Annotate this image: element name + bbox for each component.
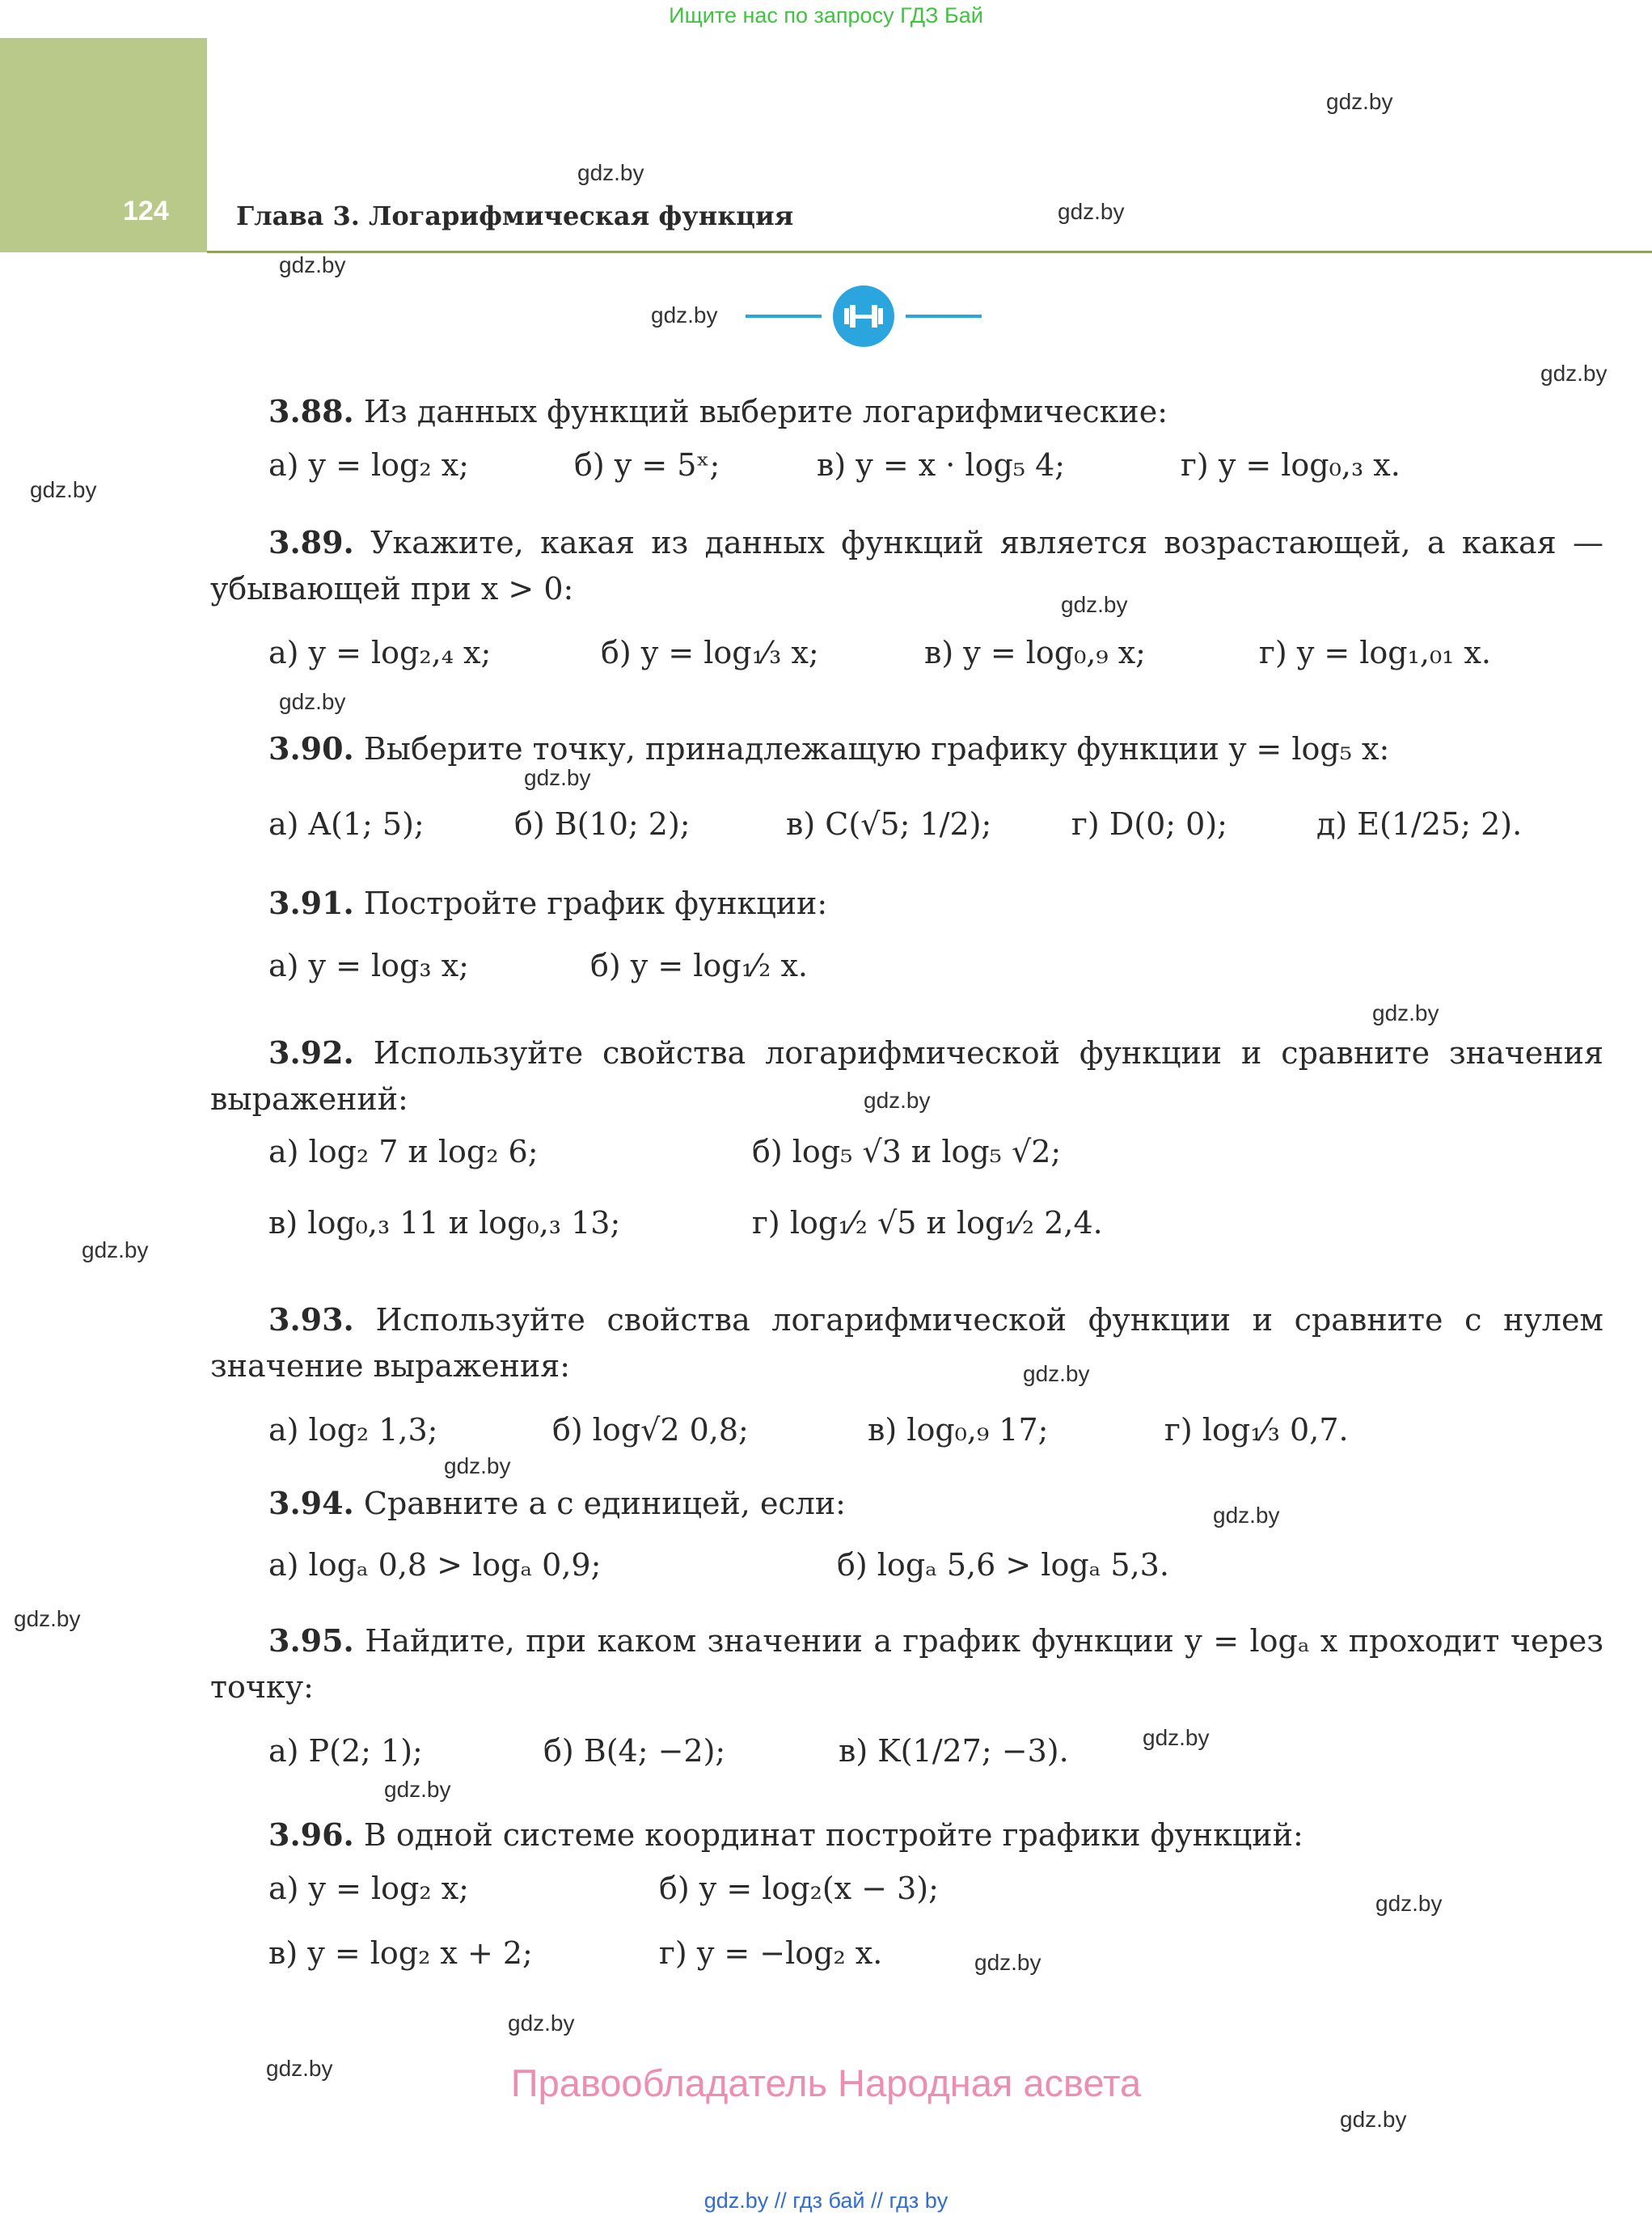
task-text: В одной системе координат постройте графики функций: bbox=[363, 1817, 1303, 1853]
task-item: б) log₅ √3 и log₅ √2; bbox=[752, 1134, 1062, 1169]
watermark: gdz.by bbox=[1058, 199, 1125, 224]
watermark: gdz.by bbox=[508, 2010, 575, 2036]
watermark: gdz.by bbox=[14, 1606, 81, 1631]
task-item: в) y = log₀,₉ x; bbox=[924, 635, 1146, 670]
watermark: gdz.by bbox=[1372, 1000, 1439, 1025]
task-item: б) B(4; −2); bbox=[543, 1733, 726, 1769]
task-item: г) y = −log₂ x. bbox=[659, 1935, 883, 1971]
dumbbell-icon bbox=[833, 285, 894, 347]
task-text: Используйте свойства логарифмической функции и сравните с нулем значение выражения: bbox=[210, 1302, 1603, 1384]
task-item: г) log₁⁄₃ 0,7. bbox=[1164, 1412, 1349, 1448]
task-item: а) A(1; 5); bbox=[268, 806, 425, 842]
task-item: б) log√2 0,8; bbox=[552, 1412, 749, 1448]
task-item: б) y = log₁⁄₃ x; bbox=[601, 635, 819, 670]
top-banner: Ищите нас по запросу ГДЗ Бай bbox=[669, 3, 983, 27]
watermark: gdz.by bbox=[30, 477, 97, 502]
task-item: б) logₐ 5,6 > logₐ 5,3. bbox=[837, 1547, 1169, 1583]
watermark: gdz.by bbox=[1540, 361, 1608, 386]
watermark: gdz.by bbox=[1143, 1725, 1210, 1750]
task-3-95 bbox=[210, 1617, 1603, 1710]
watermark: gdz.by bbox=[651, 302, 718, 328]
watermark: gdz.by bbox=[1213, 1503, 1280, 1528]
task-item: в) K(1/27; −3). bbox=[839, 1733, 1069, 1769]
task-3-89 bbox=[210, 519, 1603, 612]
task-item: б) y = 5ˣ; bbox=[574, 447, 720, 483]
task-item: б) B(10; 2); bbox=[514, 806, 691, 842]
task-item: а) y = log₂ x; bbox=[268, 447, 469, 483]
task-text: Выберите точку, принадлежащую графику функции y = log₅ x: bbox=[363, 731, 1390, 767]
watermark: gdz.by bbox=[266, 2056, 333, 2081]
task-item: б) y = log₁⁄₂ x. bbox=[590, 948, 809, 983]
task-number: 3.91. bbox=[268, 885, 354, 921]
watermark: gdz.by bbox=[444, 1453, 511, 1478]
task-item: в) log₀,₉ 17; bbox=[868, 1412, 1049, 1448]
watermark: gdz.by bbox=[577, 160, 644, 185]
task-item: а) log₂ 1,3; bbox=[268, 1412, 438, 1448]
task-item: а) P(2; 1); bbox=[268, 1733, 423, 1769]
task-3-92 bbox=[210, 1030, 1603, 1123]
task-number: 3.92. bbox=[268, 1034, 354, 1071]
page-number: 124 bbox=[123, 196, 169, 226]
task-text: Постройте график функции: bbox=[363, 886, 828, 921]
task-3-96 bbox=[268, 1812, 1303, 1858]
task-text: Найдите, при каком значении a график функции y = logₐ x проходит через точку: bbox=[210, 1623, 1603, 1705]
task-3-93 bbox=[210, 1296, 1603, 1389]
watermark: gdz.by bbox=[279, 689, 346, 714]
watermark: gdz.by bbox=[1023, 1361, 1090, 1386]
task-item: в) log₀,₃ 11 и log₀,₃ 13; bbox=[268, 1205, 621, 1241]
task-item: а) y = log₃ x; bbox=[268, 948, 469, 983]
watermark: gdz.by bbox=[82, 1237, 149, 1262]
task-item: в) C(√5; 1/2); bbox=[786, 806, 992, 842]
task-item: г) y = log₀,₃ x. bbox=[1181, 447, 1401, 483]
task-3-90 bbox=[268, 725, 1389, 772]
icon-line-left bbox=[746, 315, 822, 318]
watermark: gdz.by bbox=[864, 1088, 931, 1113]
footer-links[interactable]: gdz.by // гдз бай // гдз by bbox=[703, 2188, 949, 2213]
task-text: Используйте свойства логарифмической функции и сравните значения выражений: bbox=[210, 1035, 1603, 1117]
task-item: в) y = log₂ x + 2; bbox=[268, 1935, 533, 1971]
task-number: 3.88. bbox=[268, 393, 354, 429]
task-item: д) E(1/25; 2). bbox=[1316, 806, 1523, 842]
task-number: 3.90. bbox=[268, 730, 354, 767]
task-number: 3.96. bbox=[268, 1816, 354, 1853]
watermark: gdz.by bbox=[1326, 89, 1393, 114]
task-item: г) y = log₁,₀₁ x. bbox=[1259, 635, 1492, 670]
page-corner-tab bbox=[0, 38, 207, 252]
task-text: Из данных функций выберите логарифмические: bbox=[363, 394, 1168, 429]
task-item: г) log₁⁄₂ √5 и log₁⁄₂ 2,4. bbox=[752, 1205, 1103, 1241]
task-3-94 bbox=[268, 1480, 846, 1527]
task-3-91 bbox=[268, 880, 827, 927]
task-item: в) y = x · log₅ 4; bbox=[817, 447, 1066, 483]
watermark: gdz.by bbox=[974, 1950, 1041, 1975]
watermark: gdz.by bbox=[279, 252, 346, 277]
watermark: gdz.by bbox=[384, 1777, 451, 1802]
task-number: 3.89. bbox=[268, 524, 354, 560]
header-divider bbox=[207, 251, 1652, 253]
task-number: 3.95. bbox=[268, 1622, 354, 1659]
task-item: а) logₐ 0,8 > logₐ 0,9; bbox=[268, 1547, 602, 1583]
task-item: г) D(0; 0); bbox=[1071, 806, 1227, 842]
task-item: а) log₂ 7 и log₂ 6; bbox=[268, 1134, 539, 1169]
task-item: а) y = log₂ x; bbox=[268, 1871, 469, 1906]
watermark: gdz.by bbox=[524, 765, 591, 790]
copyright-notice: Правообладатель Народная асвета bbox=[510, 2061, 1142, 2104]
task-text: Укажите, какая из данных функций является возрастающей, а какая — убывающей при x > 0: bbox=[210, 525, 1603, 607]
task-item: а) y = log₂,₄ x; bbox=[268, 635, 492, 670]
task-item: б) y = log₂(x − 3); bbox=[659, 1871, 939, 1906]
task-3-88 bbox=[268, 388, 1168, 435]
watermark: gdz.by bbox=[1061, 592, 1128, 617]
watermark: gdz.by bbox=[1340, 2107, 1407, 2132]
chapter-title: Глава 3. Логарифмическая функция bbox=[236, 201, 794, 231]
task-number: 3.93. bbox=[268, 1301, 354, 1338]
task-number: 3.94. bbox=[268, 1485, 354, 1521]
watermark: gdz.by bbox=[1375, 1891, 1443, 1916]
task-text: Сравните a с единицей, если: bbox=[363, 1486, 846, 1521]
icon-line-right bbox=[906, 315, 982, 318]
